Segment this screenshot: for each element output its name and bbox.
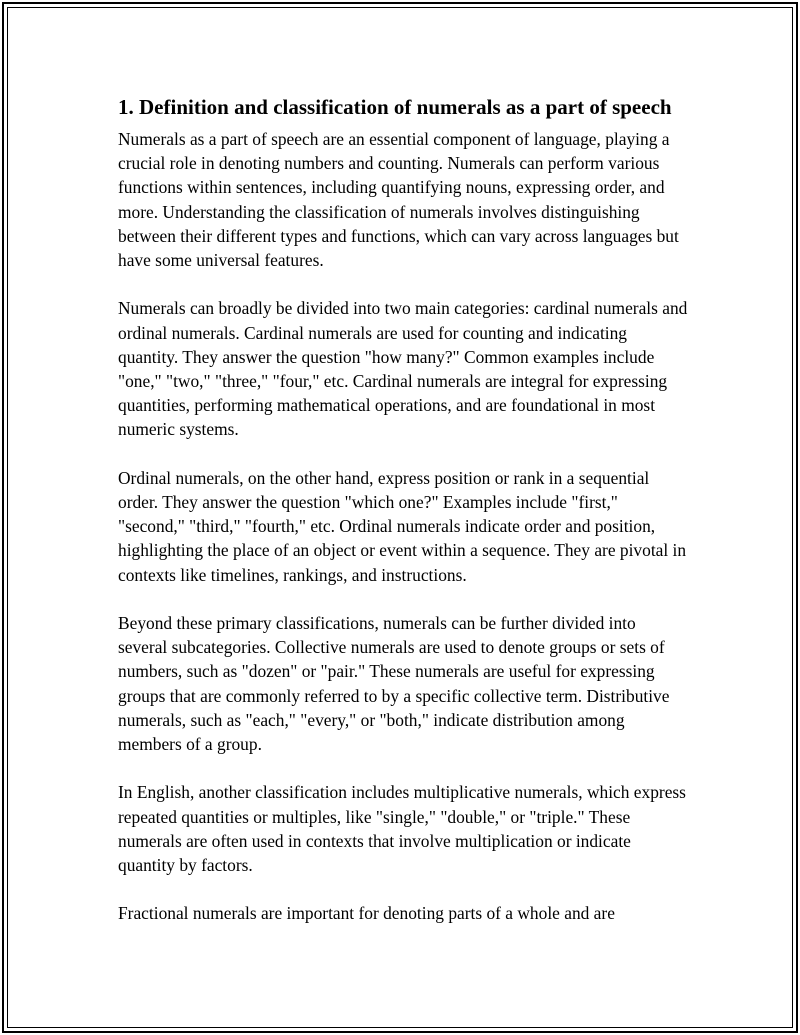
paragraph-multiplicative: In English, another classification includes multiplicative numerals, which express repeated quantities or multiples, like "single," "double," or "triple." These numerals are often used in contexts that involve multiplication or indicate quantity by factors.	[118, 782, 686, 876]
paragraph-intro: Numerals as a part of speech are an essential component of language, playing a crucial role in denoting numbers and counting. Numerals can perform various functions within sentences, including quantifying nouns, expressing order, and more. Understanding the classification of numerals involves distinguishing between their different types and functions, which can vary across languages but have some universal features.	[118, 129, 679, 271]
paragraph-ordinal: Ordinal numerals, on the other hand, express position or rank in a sequential order. They answer the question "which one?" Examples include "first," "second," "third," "fourth," etc. Ordinal numerals indicate order and position, highlighting the place of an object or event within a sequence. They are pivotal in contexts like timelines, rankings, and instructions.	[118, 467, 687, 585]
paragraph-cardinal: Numerals can broadly be divided into two main categories: cardinal numerals and ordinal numerals. Cardinal numerals are used for counting and indicating quantity. They answer the question "how many?" Common examples include "one," "two," "three," "four," etc. Cardinal numerals are integral for expressing quantities, performing mathematical operations, and are foundational in most numeric systems.	[118, 298, 688, 440]
paragraph-subcategories: Beyond these primary classifications, numerals can be further divided into several subcategories. Collective numerals are used to denote groups or sets of numbers, such as "dozen" or "pair." These numerals are useful for expressing groups that are commonly referred to by a specific collective term. Distributive numerals, such as "each," "every," or "both," indicate distribution among members of a group.	[118, 613, 670, 755]
section-heading: 1. Definition and classification of numerals as a part of speech	[118, 95, 672, 119]
document-body	[118, 94, 688, 950]
paragraph-fractional: Fractional numerals are important for denoting parts of a whole and are	[118, 903, 615, 924]
